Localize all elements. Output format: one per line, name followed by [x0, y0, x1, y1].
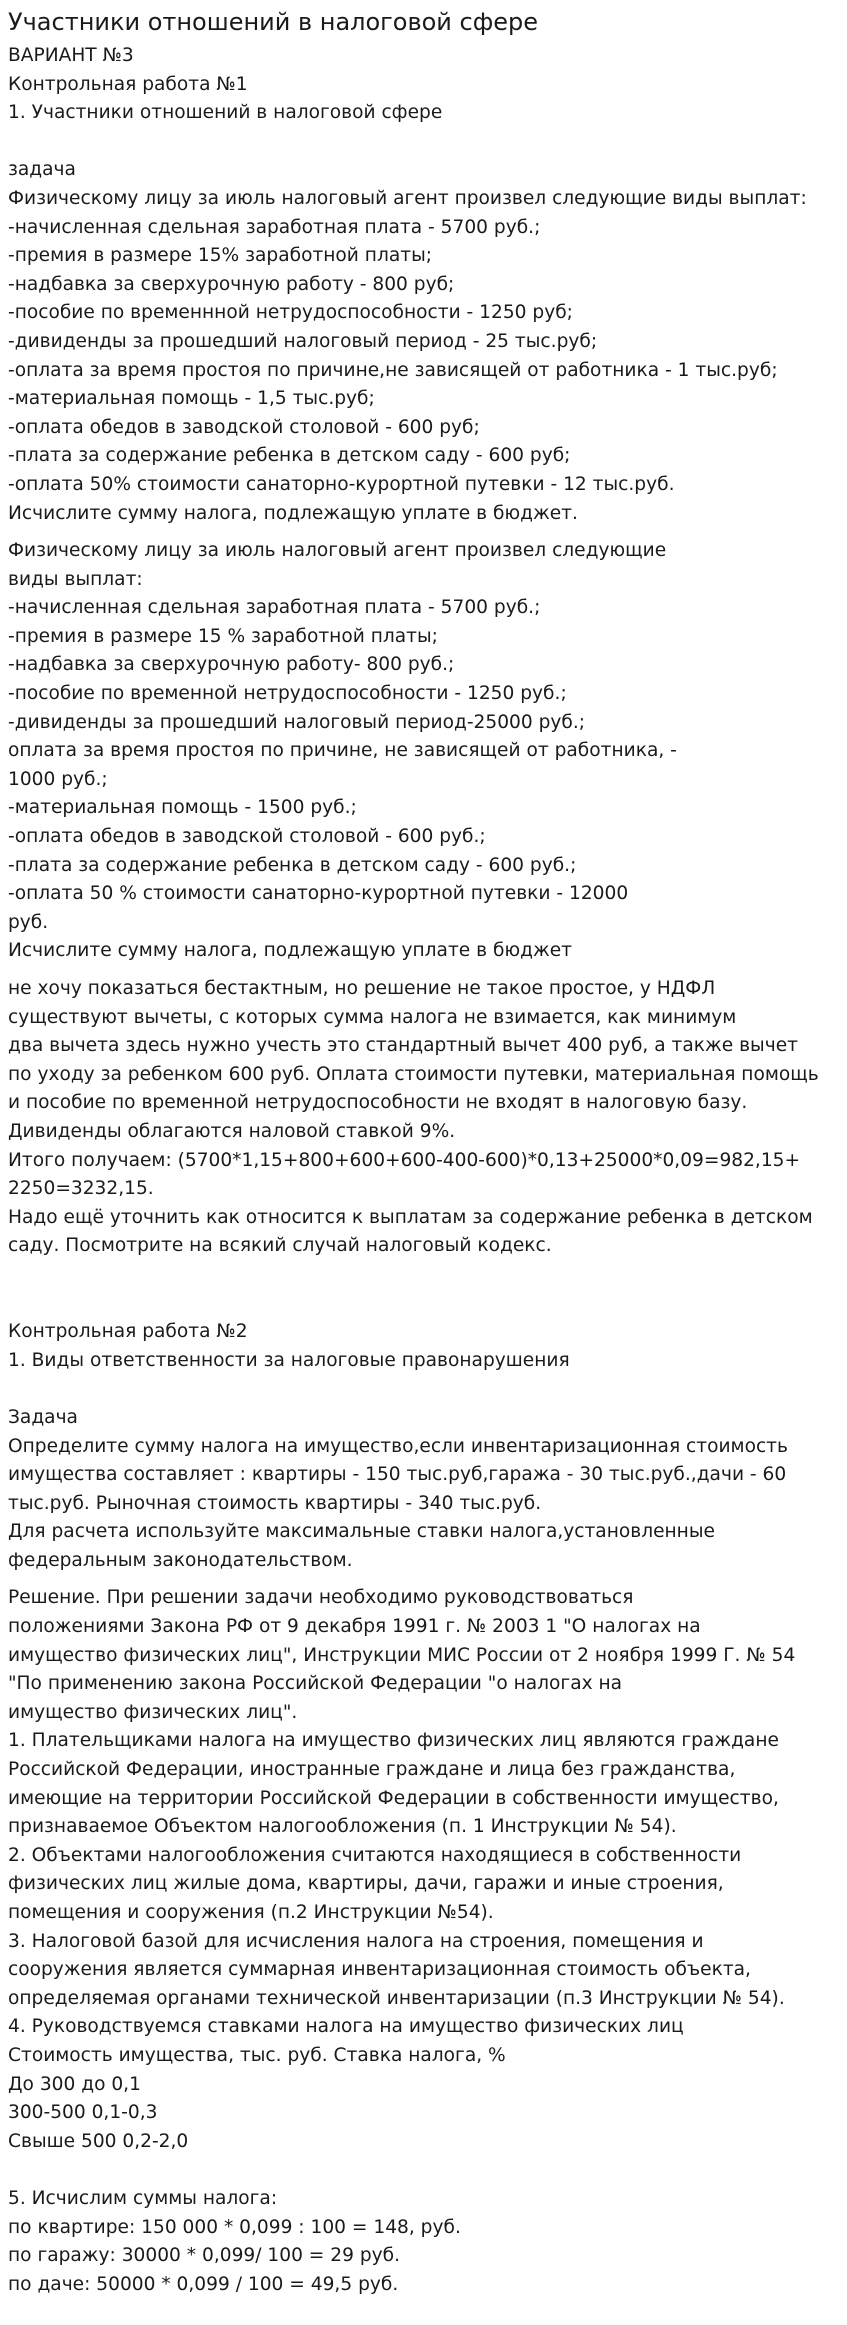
blank-line	[8, 1261, 839, 1290]
text-line: ВАРИАНТ №3	[8, 45, 134, 66]
text-line: по уходу за ребенком 600 руб. Оплата стоимости путевки, материальная помощь	[8, 1063, 819, 1085]
text-line: -плата за содержание ребенка в детском саду - 600 руб.;	[8, 854, 577, 876]
text-line: два вычета здесь нужно учесть это стандартный вычет 400 руб, а также вычет	[8, 1035, 798, 1057]
text-line: "По применению закона Российской Федерации "о налогах на	[8, 1673, 623, 1695]
text-line: Стоимость имущества, тыс. руб. Ставка налога, %	[8, 2044, 506, 2066]
text-line: -материальная помощь - 1,5 тыс.руб;	[8, 388, 375, 410]
text-line: 5. Исчислим суммы налога:	[8, 2187, 278, 2209]
text-line: имущество физических лиц".	[8, 1701, 298, 1723]
text-line: и пособие по временной нетрудоспособности не входят в налоговую базу.	[8, 1092, 748, 1114]
text-line: -пособие по временной нетрудоспособности - 1250 руб.;	[8, 683, 567, 705]
text-line: 3. Налоговой базой для исчисления налога на строения, помещения и	[8, 1930, 704, 1952]
text-line: саду. Посмотрите на всякий случай налоговый кодекс.	[8, 1235, 552, 1257]
text-line: Исчислите сумму налога, подлежащую уплате в бюджет.	[8, 502, 578, 524]
text-line: 4. Руководствуемся ставками налога на имущество физических лиц	[8, 2016, 684, 2038]
blank-line	[8, 2156, 839, 2185]
text-line: -премия в размере 15% заработной платы;	[8, 245, 433, 267]
text-line: 1000 руб.;	[8, 768, 108, 790]
text-line: -оплата обедов в заводской столовой - 600 руб.;	[8, 826, 486, 848]
text-line: Итого получаем: (5700*1,15+800+600+600-400-600)*0,13+25000*0,09=982,15+	[8, 1149, 801, 1171]
text-line: по даче: 50000 * 0,099 / 100 = 49,5 руб.	[8, 2273, 399, 2295]
text-line: существуют вычеты, с которых сумма налога не взимается, как минимум	[8, 1006, 737, 1028]
text-line: -надбавка за сверхурочную работу- 800 руб.;	[8, 654, 455, 676]
text-line: 2. Объектами налогообложения считаются находящиеся в собственности	[8, 1844, 742, 1866]
text-line: Дивиденды облагаются наловой ставкой 9%.	[8, 1120, 456, 1142]
text-line: не хочу показаться бестактным, но решение не такое простое, у НДФЛ	[8, 978, 716, 999]
page-title: Участники отношений в налоговой сфере	[8, 8, 539, 36]
paragraph-gap	[8, 1575, 839, 1584]
text-line: Задача	[8, 1406, 78, 1428]
text-line: -пособие по временнной нетрудоспособности - 1250 руб;	[8, 302, 573, 324]
text-line: сооружения является суммарная инвентаризационная стоимость объекта,	[8, 1959, 751, 1981]
text-line: -оплата обедов в заводской столовой - 600 руб;	[8, 416, 480, 438]
text-line: 1. Виды ответственности за налоговые правонарушения	[8, 1349, 570, 1371]
text-line: руб.	[8, 911, 49, 933]
text-line: имеющие на территории Российской Федерации в собственности имущество,	[8, 1787, 779, 1809]
text-line: имущество физических лиц", Инструкции МИС России от 2 ноября 1999 Г. № 54	[8, 1644, 796, 1666]
blank-line	[8, 1290, 839, 1319]
text-line: тыс.руб. Рыночная стоимость квартиры - 340 тыс.руб.	[8, 1492, 542, 1514]
text-line: задача	[8, 159, 76, 181]
text-line: -дивиденды за прошедший налоговый период - 25 тыс.руб;	[8, 330, 598, 352]
text-line: Контрольная работа №2	[8, 1321, 248, 1343]
text-line: Физическому лицу за июль налоговый агент произвел следующие виды выплат:	[8, 187, 807, 209]
text-line: 1. Участники отношений в налоговой сфере	[8, 102, 443, 124]
text-line: виды выплат:	[8, 568, 143, 590]
document-body	[8, 42, 839, 2299]
text-line: -начисленная сдельная заработная плата - 5700 руб.;	[8, 216, 541, 238]
text-line: До 300 до 0,1	[8, 2073, 141, 2095]
blank-line	[8, 1375, 839, 1404]
text-line: Физическому лицу за июль налоговый агент произвел следующие	[8, 540, 667, 562]
text-line: определяемая органами технической инвентаризации (п.3 Инструкции № 54).	[8, 1987, 785, 2009]
blank-line	[8, 128, 839, 157]
text-line: -оплата за время простоя по причине,не зависящей от работника - 1 тыс.руб;	[8, 359, 778, 381]
text-line: Надо ещё уточнить как относится к выплатам за содержание ребенка в детском	[8, 1206, 813, 1228]
paragraph-gap	[8, 966, 839, 975]
text-line: -дивиденды за прошедший налоговый период-25000 руб.;	[8, 711, 586, 733]
text-line: 2250=3232,15.	[8, 1178, 154, 1200]
text-line: Исчислите сумму налога, подлежащую уплате в бюджет	[8, 940, 572, 962]
text-line: по квартире: 150 000 * 0,099 : 100 = 148, руб.	[8, 2216, 461, 2238]
text-line: по гаражу: 30000 * 0,099/ 100 = 29 руб.	[8, 2245, 401, 2267]
text-line: -оплата 50% стоимости санаторно-курортной путевки - 12 тыс.руб.	[8, 473, 675, 495]
text-line: положениями Закона РФ от 9 декабря 1991 г. № 2003 1 "О налогах на	[8, 1616, 701, 1638]
text-line: физических лиц жилые дома, квартиры, дачи, гаражи и иные строения,	[8, 1873, 724, 1895]
text-line: 300-500 0,1-0,3	[8, 2102, 158, 2124]
text-line: имущества составляет : квартиры - 150 тыс.руб,гаража - 30 тыс.руб.,дачи - 60	[8, 1464, 787, 1486]
text-line: оплата за время простоя по причине, не зависящей от работника, -	[8, 740, 677, 762]
text-line: Определите сумму налога на имущество,если инвентаризационная стоимость	[8, 1435, 788, 1457]
text-line: -оплата 50 % стоимости санаторно-курортной путевки - 12000	[8, 883, 629, 905]
text-line: -материальная помощь - 1500 руб.;	[8, 797, 357, 819]
text-line: помещения и сооружения (п.2 Инструкции №54).	[8, 1902, 494, 1923]
text-line: федеральным законодательством.	[8, 1549, 353, 1571]
text-line: Для расчета используйте максимальные ставки налога,установленные	[8, 1521, 715, 1543]
text-line: Российской Федерации, иностранные граждане и лица без гражданства,	[8, 1759, 736, 1781]
text-line: -плата за содержание ребенка в детском саду - 600 руб;	[8, 445, 571, 467]
text-line: Контрольная работа №1	[8, 73, 248, 95]
text-line: признаваемое Объектом налогообложения (п. 1 Инструкции № 54).	[8, 1816, 677, 1838]
paragraph-gap	[8, 528, 839, 537]
text-line: -надбавка за сверхурочную работу - 800 руб;	[8, 273, 455, 295]
text-line: 1. Плательщиками налога на имущество физических лиц являются граждане	[8, 1730, 779, 1752]
text-line: Свыше 500 0,2-2,0	[8, 2130, 189, 2152]
text-line: -начисленная сдельная заработная плата - 5700 руб.;	[8, 597, 541, 619]
text-line: Решение. При решении задачи необходимо руководствоваться	[8, 1587, 634, 1609]
text-line: -премия в размере 15 % заработной платы;	[8, 625, 438, 647]
